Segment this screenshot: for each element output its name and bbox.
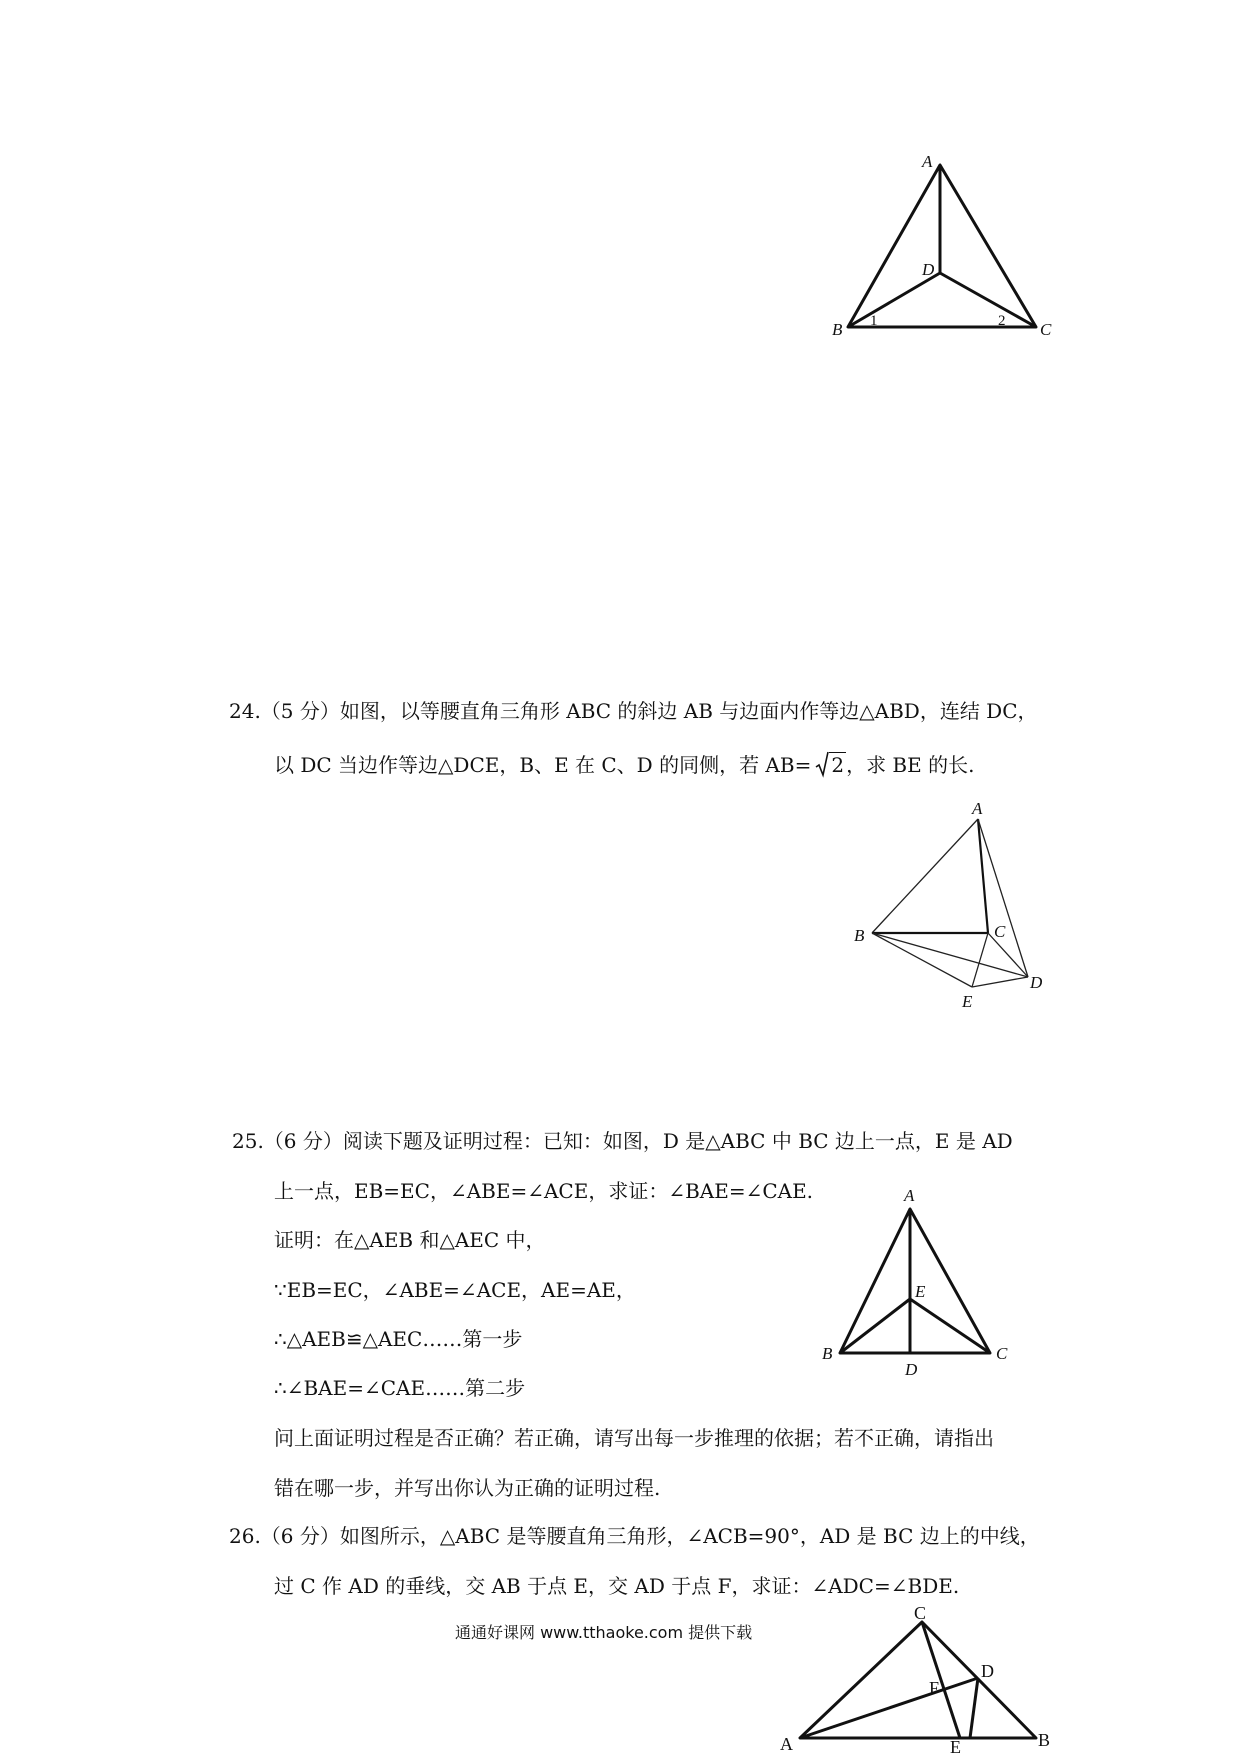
q25-line-1: 25.（6 分）阅读下题及证明过程：已知：如图，D 是△ABC 中 BC 边上一点，E 是 AD [232,1129,1013,1153]
q25-line-6: ∴∠BAE=∠CAE……第二步 [274,1376,526,1400]
q24-figure [848,795,1058,1015]
sqrt-radicand: 2 [831,753,845,777]
q24-label-E: E [962,992,973,1011]
page-footer: 通通好课网 www.tthaoke.com 提供下载 [455,1623,753,1642]
q25-line-7: 问上面证明过程是否正确？若正确，请写出每一步推理的依据；若不正确，请指出 [274,1426,994,1450]
q23-angle-1: 1 [870,313,878,329]
q24-label-D: D [1030,973,1043,992]
q23-angle-2: 2 [998,313,1006,329]
sqrt-radical [811,750,846,779]
q23-label-C: C [1040,320,1052,339]
q24-line-2 [274,750,974,779]
q25-line-4: ∵EB=EC，∠ABE=∠ACE，AE=AE， [274,1278,636,1302]
q25-line-8: 错在哪一步，并写出你认为正确的证明过程. [274,1476,661,1500]
q26-figure [776,1604,1066,1754]
q26-label-D: D [981,1661,994,1681]
q24-label-A: A [972,799,983,818]
q24-label-C: C [994,922,1006,941]
q25-line-2: 上一点，EB=EC，∠ABE=∠ACE，求证：∠BAE=∠CAE. [274,1179,814,1203]
q25-label-E: E [915,1282,926,1301]
q25-line-3: 证明：在△AEB 和△AEC 中， [274,1228,546,1252]
q23-label-D: D [922,260,935,279]
q23-figure [820,145,1060,345]
q25-label-A: A [904,1186,915,1205]
q26-label-A: A [780,1734,793,1754]
q26-line-1: 26.（6 分）如图所示，△ABC 是等腰直角三角形，∠ACB=90°，AD 是 BC 边上的中线， [229,1524,1040,1548]
q26-line-2: 过 C 作 AD 的垂线，交 AB 于点 E，交 AD 于点 F，求证：∠ADC=∠BDE. [274,1574,960,1598]
q26-label-B: B [1038,1730,1051,1750]
q26-label-E: E [950,1737,961,1754]
q26-label-C: C [914,1604,927,1623]
q25-figure [820,1185,1020,1385]
q25-label-C: C [996,1344,1008,1363]
q25-label-D: D [905,1360,918,1379]
q25-line-5: ∴△AEB≌△AEC……第一步 [274,1327,523,1351]
q26-label-F: F [929,1678,940,1698]
q24-line-2-before: 以 DC 当边作等边△DCE，B、E 在 C、D 的同侧，若 AB= [274,753,812,777]
q25-label-B: B [822,1344,833,1363]
q24-line-1: 24.（5 分）如图，以等腰直角三角形 ABC 的斜边 AB 与边面内作等边△ABD，连结 DC， [229,699,1038,723]
q24-line-2-after: ，求 BE 的长. [846,753,975,777]
q23-label-B: B [832,320,843,339]
q23-label-A: A [922,152,933,171]
q24-label-B: B [854,926,865,945]
